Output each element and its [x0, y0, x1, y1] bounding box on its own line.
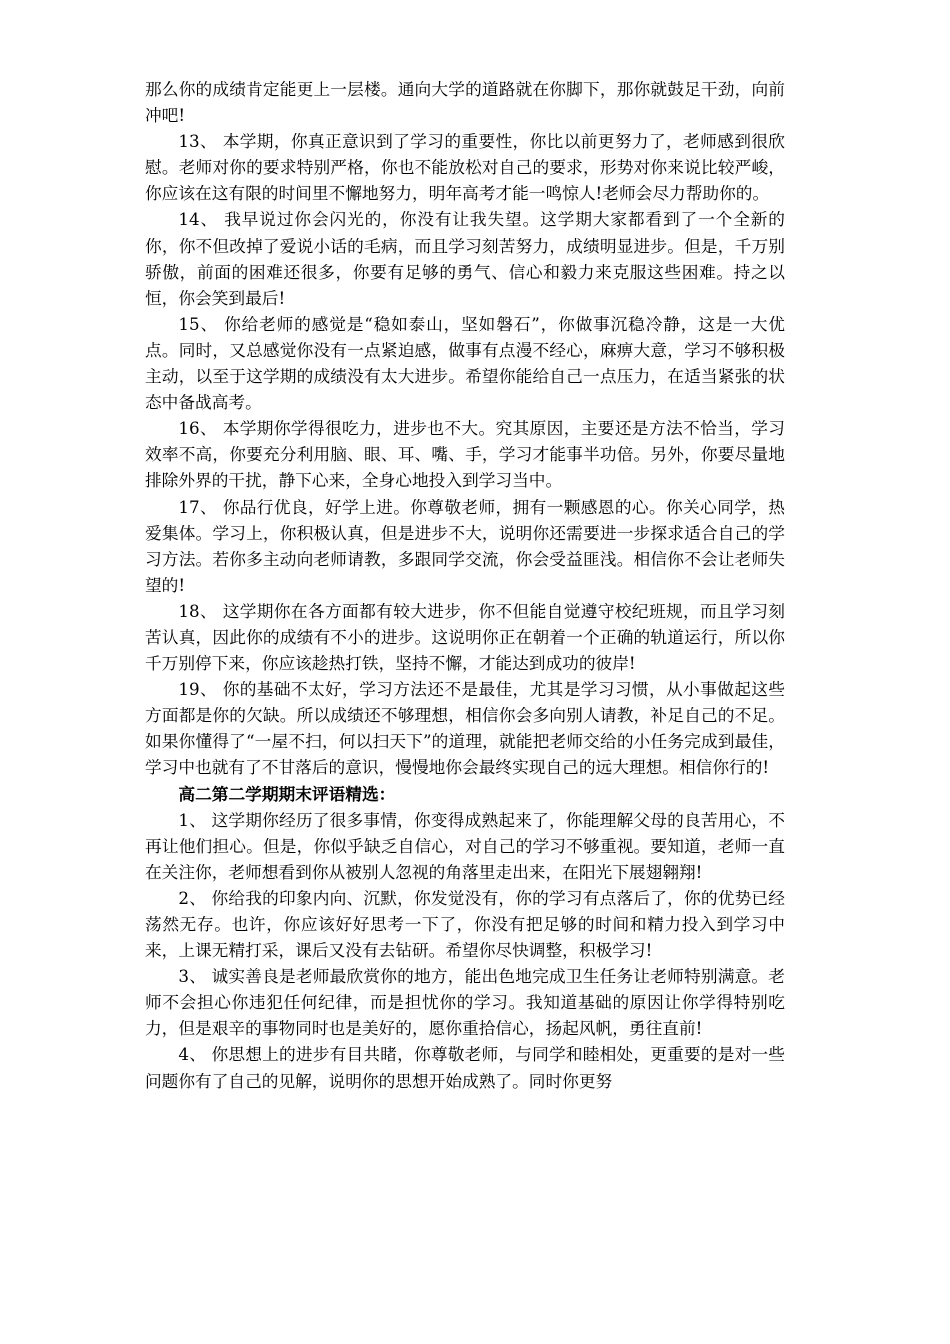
comment-2: 2、 你给我的印象内向、沉默，你发觉没有，你的学习有点落后了，你的优势已经荡然无存。也许，你应该好好思考一下了，你没有把足够的时间和精力投入到学习中来，上课无精打采，课后又没有去钻研。希望你尽快调整，积极学习!	[145, 887, 785, 961]
comment-15: 15、 你给老师的感觉是“稳如泰山，坚如磐石”，你做事沉稳冷静，这是一大优点。同时，又总感觉你没有一点紧迫感，做事有点漫不经心，麻痹大意，学习不够积极主动，以至于这学期的成绩没有太大进步。希望你能给自己一点压力，在适当紧张的状态中备战高考。	[145, 313, 785, 413]
comment-4: 4、 你思想上的进步有目共睹，你尊敬老师，与同学和睦相处，更重要的是对一些问题你有了自己的见解，说明你的思想开始成熟了。同时你更努	[145, 1044, 785, 1091]
comment-1: 1、 这学期你经历了很多事情，你变得成熟起来了，你能理解父母的良苦用心，不再让他们担心。但是，你似乎缺乏自信心，对自己的学习不够重视。要知道，老师一直在关注你，老师想看到你从被别人忽视的角落里走出来，在阳光下展翅翱翔!	[145, 809, 785, 882]
section-heading: 高二第二学期期末评语精选：	[178, 783, 396, 804]
opening-paragraph: 那么你的成绩肯定能更上一层楼。通向大学的道路就在你脚下，那你就鼓足干劲，向前冲吧!	[145, 79, 785, 126]
comment-16: 16、 本学期你学得很吃力，进步也不大。究其原因，主要还是方法不恰当，学习效率不高，你要充分利用脑、眼、耳、嘴、手，学习才能事半功倍。另外，你要尽量地排除外界的干扰，静下心来，全身心地投入到学习当中。	[145, 418, 785, 491]
comment-19: 19、 你的基础不太好，学习方法还不是最佳，尤其是学习习惯，从小事做起这些方面都是你的欠缺。所以成绩还不够理想，相信你会多向别人请教，补足自己的不足。如果你懂得了“一屋不扫，何以扫天下”的道理，就能把老师交给的小任务完成到最佳，学习中也就有了不甘落后的意识，慢慢地你会最终实现自己的远大理想。相信你行的!	[145, 679, 785, 778]
comment-14: 14、 我早说过你会闪光的，你没有让我失望。这学期大家都看到了一个全新的你，你不但改掉了爱说小话的毛病，而且学习刻苦努力，成绩明显进步。但是，千万别骄傲，前面的困难还很多，你要有足够的勇气、信心和毅力来克服这些困难。持之以恒，你会笑到最后!	[145, 209, 785, 308]
comment-17: 17、 你品行优良，好学上进。你尊敬老师，拥有一颗感恩的心。你关心同学，热爱集体。学习上，你积极认真，但是进步不大，说明你还需要进一步探求适合自己的学习方法。若你多主动向老师请教，多跟同学交流，你会受益匪浅。相信你不会让老师失望的!	[145, 496, 785, 595]
comment-13: 13、 本学期，你真正意识到了学习的重要性，你比以前更努力了，老师感到很欣慰。老师对你的要求特别严格，你也不能放松对自己的要求，形势对你来说比较严峻，你应该在这有限的时间里不懈地努力，明年高考才能一鸣惊人!老师会尽力帮助你的。	[145, 131, 785, 204]
document-page	[145, 76, 785, 1094]
comment-3: 3、 诚实善良是老师最欣赏你的地方，能出色地完成卫生任务让老师特别满意。老师不会担心你违犯任何纪律，而是担忧你的学习。我知道基础的原因让你学得特别吃力，但是艰辛的事物同时也是美好的，愿你重拾信心，扬起风帆，勇往直前!	[145, 966, 785, 1039]
comment-18: 18、 这学期你在各方面都有较大进步，你不但能自觉遵守校纪班规，而且学习刻苦认真，因此你的成绩有不小的进步。这说明你正在朝着一个正确的轨道运行，所以你千万别停下来，你应该趁热打铁，坚持不懈，才能达到成功的彼岸!	[145, 600, 785, 674]
